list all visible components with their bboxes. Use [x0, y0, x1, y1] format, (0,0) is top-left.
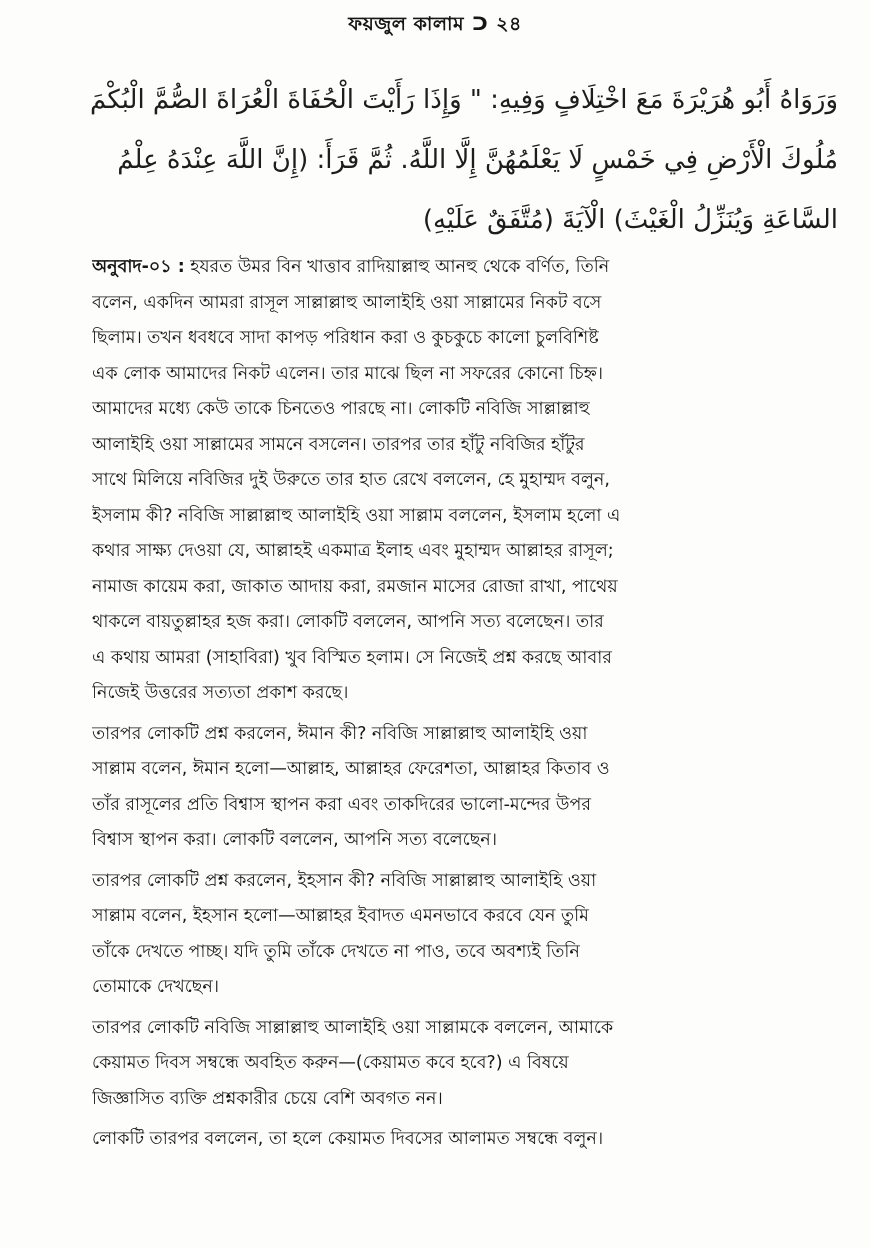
- paragraph-3: [92, 864, 844, 1006]
- text-line: কথার সাক্ষ্য দেওয়া যে, আল্লাহই একমাত্র ইলাহ এবং মুহাম্মদ আল্লাহর রাসূল;: [92, 541, 614, 561]
- paragraph-1: [92, 250, 844, 712]
- text-line: ছিলাম। তখন ধবধবে সাদা কাপড় পরিধান করা ও কুচকুচে কালো চুলবিশিষ্ট: [92, 328, 599, 348]
- text-line: অনুবাদ-০১ : হযরত উমর বিন খাত্তাব রাদিয়াল্লাহু আনহু থেকে বর্ণিত, তিনি: [92, 257, 610, 277]
- text-line: আলাইহি ওয়া সাল্লামের সামনে বসলেন। তারপর তার হাঁটু নবিজির হাঁটুর: [92, 434, 585, 455]
- page-number: ২৪: [496, 13, 522, 35]
- arabic-line: وَرَوَاهُ أَبُو هُرَيْرَةَ مَعَ اخْتِلَافٍ وَفِيهِ: " وَإِذَا رَأَيْتَ الْحُفَاةَ الْعُرَاةَ الصُّمَّ الْبُكْمَ: [90, 85, 838, 115]
- page-header: [0, 10, 870, 42]
- text-line: জিজ্ঞাসিত ব্যক্তি প্রশ্নকারীর চেয়ে বেশি অবগত নন।: [92, 1088, 443, 1109]
- text-line: নিজেই উত্তরের সত্যতা প্রকাশ করছে।: [92, 683, 349, 703]
- text-line: আমাদের মধ্যে কেউ তাকে চিনতেও পারছে না। লোকটি নবিজি সাল্লাল্লাহু: [92, 399, 590, 419]
- arabic-line: مُلُوكَ الْأَرْضِ فِي خَمْسٍ لَا يَعْلَمُهُنَّ إِلَّا اللَّهُ. ثُمَّ قَرَأَ: (إِنَّ اللَّهَ عِنْدَهُ عِلْمُ: [117, 145, 838, 175]
- text-line: তারপর লোকটি প্রশ্ন করলেন, ইহসান কী? নবিজি সাল্লাল্লাহু আলাইহি ওয়া: [92, 870, 597, 891]
- text-line: লোকটি তারপর বললেন, তা হলে কেয়ামত দিবসের আলামত সম্বন্ধে বলুন।: [92, 1129, 604, 1149]
- text-line: তোমাকে দেখছেন।: [92, 977, 220, 997]
- paragraph-5: [92, 1122, 844, 1158]
- paragraph-4: [92, 1011, 844, 1118]
- text-line: ইসলাম কী? নবিজি সাল্লাল্লাহু আলাইহি ওয়া সাল্লাম বললেন, ইসলাম হলো এ: [92, 505, 621, 526]
- arabic-line: السَّاعَةِ وَيُنَزِّلُ الْغَيْثَ) الْآيَةَ (مُتَّفَقٌ عَلَيْهِ): [422, 205, 838, 235]
- text-line: সাথে মিলিয়ে নবিজির দুই উরুতে তার হাত রেখে বললেন, হে মুহাম্মদ বলুন,: [92, 470, 610, 490]
- header-ornament-icon: ᑐ: [472, 13, 489, 35]
- arabic-hadith-text: [88, 70, 838, 250]
- text-line: তারপর লোকটি নবিজি সাল্লাল্লাহু আলাইহি ওয়া সাল্লামকে বললেন, আমাকে: [92, 1017, 614, 1038]
- text-line: থাকলে বায়তুল্লাহর হজ করা। লোকটি বললেন, আপনি সত্য বলেছেন। তার: [92, 612, 604, 632]
- text-line: নামাজ কায়েম করা, জাকাত আদায় করা, রমজান মাসের রোজা রাখা, পাথেয়: [92, 576, 618, 597]
- text-line: কেয়ামত দিবস সম্বন্ধে অবহিত করুন—(কেয়ামত কবে হবে?) এ বিষয়ে: [92, 1053, 569, 1073]
- text-line: এক লোক আমাদের নিকট এলেন। তার মাঝে ছিল না সফরের কোনো চিহ্ন।: [92, 363, 603, 384]
- text-line: বিশ্বাস স্থাপন করা। লোকটি বললেন, আপনি সত্য বলেছেন।: [92, 830, 498, 850]
- text-line: এ কথায় আমরা (সাহাবিরা) খুব বিস্মিত হলাম। সে নিজেই প্রশ্ন করছে আবার: [92, 647, 612, 668]
- text-line: তাঁকে দেখতে পাচ্ছ। যদি তুমি তাঁকে দেখতে না পাও, তবে অবশ্যই তিনি: [92, 941, 580, 962]
- text-line: তাঁর রাসূলের প্রতি বিশ্বাস স্থাপন করা এবং তাকদিরের ভালো-মন্দের উপর: [92, 794, 591, 815]
- text-line: বলেন, একদিন আমরা রাসূল সাল্লাল্লাহু আলাইহি ওয়া সাল্লামের নিকট বসে: [92, 292, 602, 313]
- text-line: তারপর লোকটি প্রশ্ন করলেন, ঈমান কী? নবিজি সাল্লাল্লাহু আলাইহি ওয়া: [92, 723, 588, 744]
- book-title: ফয়জুল কালাম: [348, 13, 465, 35]
- translation-label: অনুবাদ-০১ :: [92, 257, 185, 277]
- translation-section: [92, 250, 844, 1158]
- text-line: সাল্লাম বলেন, ঈমান হলো—আল্লাহ, আল্লাহর ফেরেশতা, আল্লাহর কিতাব ও: [92, 759, 610, 779]
- text-line: সাল্লাম বলেন, ইহসান হলো—আল্লাহর ইবাদত এমনভাবে করবে যেন তুমি: [92, 906, 589, 926]
- paragraph-2: [92, 717, 844, 859]
